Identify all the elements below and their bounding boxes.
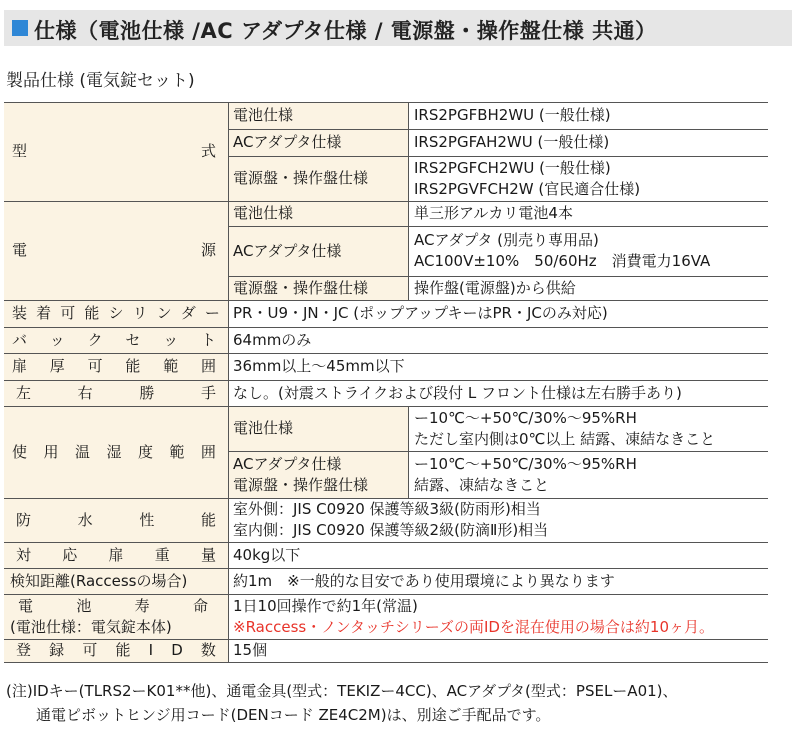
row-label-door-thickness: 扉 厚 可 能 範 囲 xyxy=(12,357,216,375)
power-value-battery: 単三形アルカリ電池4本 xyxy=(414,204,573,222)
spec-table xyxy=(4,102,768,664)
section-subtitle: 製品仕様 (電気錠セット) xyxy=(6,71,195,91)
row-label-battery-life: 電 池 寿 命 (電池仕様：電気錠本体) xyxy=(10,596,208,636)
waterproof-value: 室外側：JIS C0920 保護等級3級(防雨形)相当 室内側：JIS C0920 保護等級2級(防滴Ⅱ形)相当 xyxy=(233,500,549,539)
power-sub-label-ac: ACアダプタ仕様 xyxy=(233,241,342,260)
section-header xyxy=(4,10,792,46)
row-label-waterproof: 防 水 性 能 xyxy=(16,510,216,529)
model-sub-label-battery: 電池仕様 xyxy=(233,106,294,124)
id-count-value: 15個 xyxy=(233,641,268,659)
row-label-power: 電 源 xyxy=(12,241,216,259)
detection-value: 約1m ※一般的な目安であり使用環境により異なります xyxy=(233,571,615,590)
page-title: 仕様（電池仕様 /AC アダプタ仕様 / 電源盤・操作盤仕様 共通） xyxy=(34,19,657,43)
power-sub-label-panel: 電源盤・操作盤仕様 xyxy=(233,278,369,297)
row-label-temp-humidity: 使 用 温 湿 度 範 囲 xyxy=(12,442,216,461)
temp-value-ac-panel: ー10℃〜+50℃/30%〜95%RH 結露、凍結なきこと xyxy=(414,454,637,494)
row-label-detection: 検知距離(Raccessの場合) xyxy=(10,571,188,590)
model-value-ac: IRS2PGFAH2WU (一般仕様) xyxy=(414,133,610,151)
header-square-icon xyxy=(12,20,28,36)
cylinder-value: PR・U9・JN・JC (ポップアップキーはPR・JCのみ対応) xyxy=(233,304,608,322)
battery-life-note: ※Raccess・ノンタッチシリーズの両IDを混在使用の場合は約10ヶ月。 xyxy=(233,617,715,636)
row-label-cylinder: 装 着 可 能 シ リ ン ダ ー xyxy=(12,304,220,322)
model-sub-label-panel: 電源盤・操作盤仕様 xyxy=(233,169,369,187)
power-value-panel: 操作盤(電源盤)から供給 xyxy=(414,278,576,297)
battery-life-value: 1日10回操作で約1年(常温) ※Raccess・ノンタッチシリーズの両IDを混在使用の場合は約10ヶ月。 xyxy=(233,596,715,636)
power-value-ac: ACアダプタ (別売り専用品) AC100V±10% 50/60Hz 消費電力16VA xyxy=(414,231,711,270)
power-sub-label-battery: 電池仕様 xyxy=(233,204,294,222)
model-sub-label-ac: ACアダプタ仕様 xyxy=(233,133,342,151)
model-value-panel: IRS2PGFCH2WU (一般仕様) IRS2PGVFCH2W (官民適合仕様) xyxy=(414,158,641,198)
door-thickness-value: 36mm以上〜45mm以下 xyxy=(233,357,405,375)
row-label-id-count: 登 録 可 能 I D 数 xyxy=(16,641,216,659)
backset-value: 64mmのみ xyxy=(233,330,312,349)
temp-sub-label-battery: 電池仕様 xyxy=(233,419,294,437)
row-label-model: 型 式 xyxy=(12,142,216,160)
handing-value: なし。(対震ストライクおよび段付 L フロント仕様は左右勝手あり) xyxy=(233,383,682,402)
model-value-battery: IRS2PGFBH2WU (一般仕様) xyxy=(414,106,611,124)
row-label-backset: バ ッ ク セ ッ ト xyxy=(12,330,216,349)
row-label-door-weight: 対 応 扉 重 量 xyxy=(16,545,216,564)
temp-value-battery: ー10℃〜+50℃/30%〜95%RH ただし室内側は0℃以上 結露、凍結なきこと xyxy=(414,408,716,448)
temp-sub-label-ac-panel: ACアダプタ仕様 電源盤・操作盤仕様 xyxy=(233,454,369,494)
footnote-line-2: 通電ピボットヒンジ用コード(DENコード ZE4C2M)は、別途ご手配品です。 xyxy=(36,706,551,724)
row-label-handing: 左 右 勝 手 xyxy=(16,383,216,402)
footnote-line-1: (注)IDキー(TLRS2ーK01**他)、通電金具(型式：TEKIZー4CC)、ACアダプタ(型式：PSELーA01)、 xyxy=(6,682,678,700)
door-weight-value: 40kg以下 xyxy=(233,545,301,564)
